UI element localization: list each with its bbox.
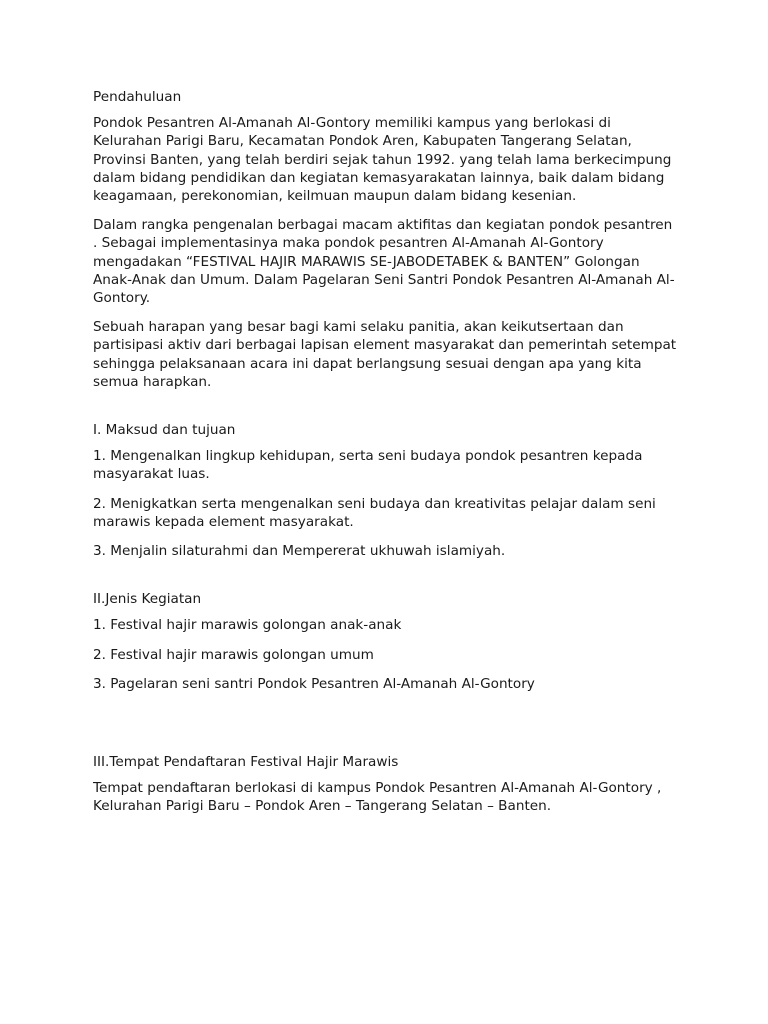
section-1-item-1: 1. Mengenalkan lingkup kehidupan, serta seni budaya pondok pesantren kepada masyarakat luas.	[93, 448, 643, 483]
intro-paragraph-3: Sebuah harapan yang besar bagi kami selaku panitia, akan keikutsertaan dan partisipasi aktiv dari berbagai lapisan element masyarakat dan pemerintah setempat sehingga pelaksanaan acara ini dapat berlangsung sesuai dengan apa yang kita semua harapkan.	[93, 319, 677, 390]
section-1-item-2: 2. Menigkatkan serta mengenalkan seni budaya dan kreativitas pelajar dalam seni marawis kepada element masyarakat.	[93, 495, 656, 530]
section-2-heading: II.Jenis Kegiatan	[93, 591, 202, 608]
intro-paragraph-1: Pondok Pesantren Al-Amanah Al-Gontory memiliki kampus yang berlokasi di Kelurahan Parigi Baru, Kecamatan Pondok Aren, Kabupaten Tangerang Selatan, Provinsi Banten, yang telah berdiri sejak tahun 1992. yang telah lama berkecimpung dalam bidang pendidikan dan kegiatan kemasyarakatan lainnya, baik dalam bidang keagamaan, perekonomian, keilmuan maupun dalam bidang kesenian.	[93, 115, 672, 205]
intro-paragraph-2: Dalam rangka pengenalan berbagai macam aktifitas dan kegiatan pondok pesantren . Sebagai implementasinya maka pondok pesantren Al-Amanah Al-Gontory mengadakan “FESTIVAL HAJIR MARAWIS SE-JABODETABEK & BANTEN” Golongan Anak-Anak dan Umum. Dalam Pagelaran Seni Santri Pondok Pesantren Al-Amanah Al-Gontory.	[93, 217, 675, 307]
section-3-heading: III.Tempat Pendaftaran Festival Hajir Marawis	[93, 754, 399, 771]
intro-heading: Pendahuluan	[93, 89, 182, 105]
section-3-paragraph-1: Tempat pendaftaran berlokasi di kampus Pondok Pesantren Al-Amanah Al-Gontory , Kelurahan Parigi Baru – Pondok Aren – Tangerang Selatan – Banten.	[93, 780, 662, 815]
document-body	[93, 88, 678, 827]
section-2-item-1: 1. Festival hajir marawis golongan anak-anak	[93, 617, 402, 634]
section-1-heading: I. Maksud dan tujuan	[93, 422, 236, 439]
section-1-item-3: 3. Menjalin silaturahmi dan Mempererat ukhuwah islamiyah.	[93, 543, 506, 560]
section-2-item-3: 3. Pagelaran seni santri Pondok Pesantren Al-Amanah Al-Gontory	[93, 675, 535, 692]
section-2-item-2: 2. Festival hajir marawis golongan umum	[93, 646, 374, 663]
